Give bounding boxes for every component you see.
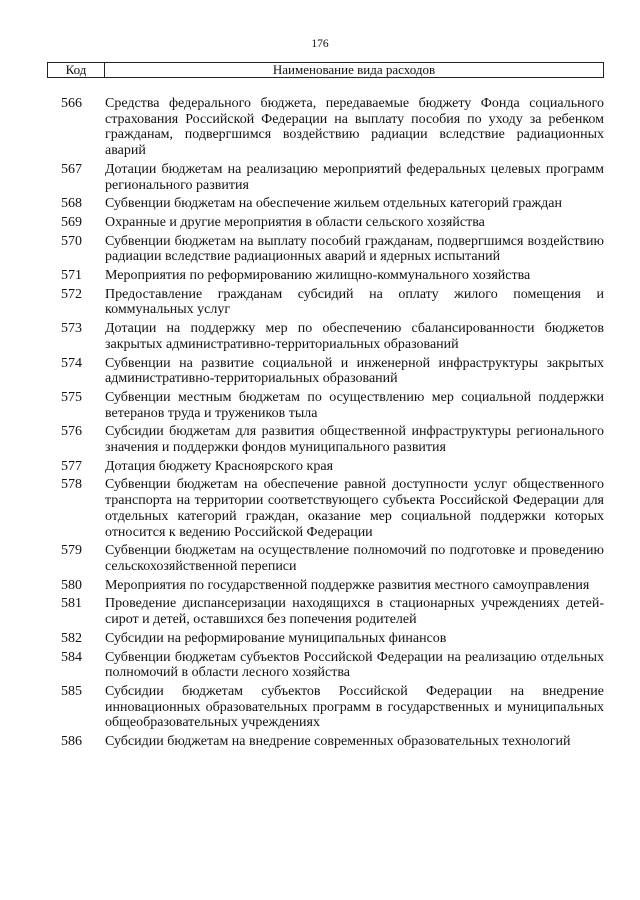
item-text: Мероприятия по государственной поддержке развития местного самоуправления	[105, 577, 590, 593]
list-item	[47, 268, 604, 284]
item-code: 566	[61, 96, 82, 111]
item-text: Субсидии бюджетам субъектов Российской Федерации на внедрение инновационных образовательных программ в государственных и муниципальных общеобразовательных учреждениях	[105, 683, 604, 731]
item-text: Субвенции бюджетам субъектов Российской Федерации на реализацию отдельных полномочий в области лесного хозяйства	[105, 649, 604, 681]
list-item	[47, 631, 604, 647]
item-code: 571	[61, 268, 82, 284]
item-code: 569	[61, 214, 82, 230]
table-header	[47, 62, 604, 78]
list-item	[47, 321, 604, 352]
list-item	[47, 459, 604, 475]
item-text: Средства федерального бюджета, передаваемые бюджету Фонда социального страхования Российской Федерации на выплату пособия по уходу за ребенком гражданам, подвергшимся воздействию радиации вследствие радиационных аварий	[105, 96, 604, 159]
item-text: Мероприятия по реформированию жилищно-коммунального хозяйства	[105, 268, 531, 284]
item-code: 575	[61, 389, 82, 405]
item-text: Дотации бюджетам на реализацию мероприятий федеральных целевых программ регионального развития	[105, 161, 604, 193]
item-text: Субсидии на реформирование муниципальных финансов	[105, 630, 447, 646]
item-code: 586	[61, 734, 82, 750]
list-item	[47, 424, 604, 455]
header-code: Код	[47, 63, 105, 77]
expense-list	[47, 96, 604, 753]
item-code: 570	[61, 233, 82, 249]
item-text: Субвенции бюджетам на осуществление полномочий по подготовке и проведению сельскохозяйственной переписи	[105, 543, 604, 574]
item-text: Субвенции бюджетам на обеспечение жильем отдельных категорий граждан	[105, 196, 563, 212]
item-text: Проведение диспансеризации находящихся в стационарных учреждениях детей-сирот и детей, оставшихся без попечения родителей	[105, 596, 604, 628]
item-text: Дотация бюджету Красноярского края	[105, 458, 334, 474]
item-text: Субсидии бюджетам на внедрение современных образовательных технологий	[105, 734, 571, 750]
list-item	[47, 477, 604, 540]
list-item	[47, 390, 604, 421]
list-item	[47, 162, 604, 193]
item-code: 584	[61, 649, 82, 665]
list-item	[47, 684, 604, 731]
item-code: 576	[61, 424, 82, 440]
item-code: 581	[61, 596, 82, 612]
item-text: Охранные и другие мероприятия в области сельского хозяйства	[105, 214, 485, 230]
item-code: 579	[61, 543, 82, 559]
item-text: Субсидии бюджетам для развития общественной инфраструктуры регионального значения и поддержки фондов муниципального развития	[105, 424, 604, 456]
list-item	[47, 96, 604, 159]
item-text: Субвенции бюджетам на обеспечение равной доступности услуг общественного транспорта на территории соответствующего субъекта Российской Федерации для отдельных категорий граждан, оказание мер социальной поддержки которых относится к ведению Российской Федерации	[105, 477, 604, 540]
list-item	[47, 578, 604, 594]
item-code: 567	[61, 161, 82, 177]
item-code: 573	[61, 321, 82, 337]
list-item	[47, 196, 604, 212]
item-code: 582	[61, 630, 82, 646]
item-text: Субвенции местным бюджетам по осуществлению мер социальной поддержки ветеранов труда и тружеников тыла	[105, 389, 604, 421]
item-code: 574	[61, 355, 82, 371]
item-code: 578	[61, 477, 82, 493]
item-text: Дотации на поддержку мер по обеспечению сбалансированности бюджетов закрытых административно-территориальных образований	[105, 321, 604, 352]
item-text: Субвенции бюджетам на выплату пособий гражданам, подвергшимся воздействию радиации вследствие радиационных аварий и ядерных испытаний	[105, 233, 604, 265]
page-number: 176	[311, 38, 329, 50]
item-code: 568	[61, 196, 82, 212]
item-text: Предоставление гражданам субсидий на оплату жилого помещения и коммунальных услуг	[105, 286, 604, 318]
list-item	[47, 356, 604, 387]
list-item	[47, 287, 604, 318]
header-name: Наименование вида расходов	[105, 63, 604, 77]
item-code: 580	[61, 577, 82, 593]
item-code: 572	[61, 286, 82, 302]
item-code: 577	[61, 458, 82, 474]
list-item	[47, 596, 604, 627]
list-item	[47, 734, 604, 750]
list-item	[47, 650, 604, 681]
item-text: Субвенции на развитие социальной и инженерной инфраструктуры закрытых административно-территориальных образований	[105, 355, 604, 387]
list-item	[47, 234, 604, 265]
list-item	[47, 543, 604, 574]
item-code: 585	[61, 683, 82, 699]
list-item	[47, 215, 604, 231]
